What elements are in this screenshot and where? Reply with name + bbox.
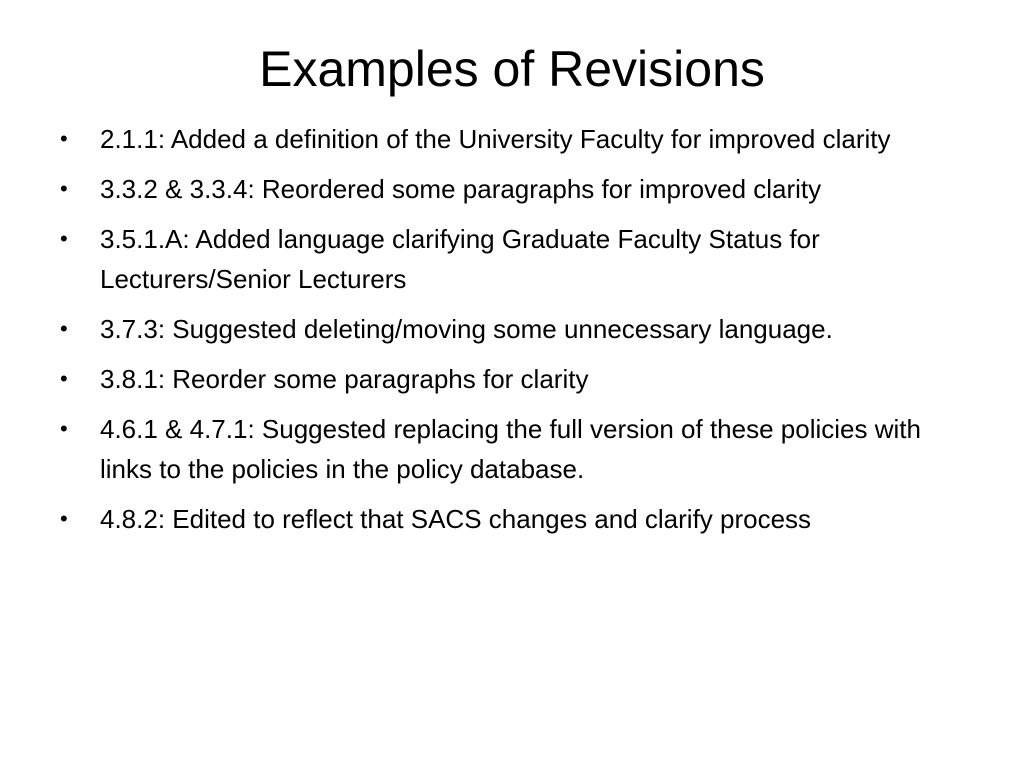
bullet-dot-icon: • — [60, 316, 68, 341]
bullet-text: 3.5.1.A: Added language clarifying Graduate Faculty Status for Lecturers/Senior Lecturers — [100, 224, 820, 294]
bullet-list — [55, 119, 975, 549]
bullet-dot-icon: • — [60, 416, 68, 441]
bullet-text: 4.8.2: Edited to reflect that SACS changes and clarify process — [100, 504, 812, 534]
bullet-text: 2.1.1: Added a definition of the University Faculty for improved clarity — [100, 124, 891, 154]
bullet-text: 4.6.1 & 4.7.1: Suggested replacing the full version of these policies with links to the policies in the policy database. — [100, 414, 921, 484]
bullet-text: 3.3.2 & 3.3.4: Reordered some paragraphs for improved clarity — [100, 174, 822, 204]
bullet-dot-icon: • — [60, 126, 68, 151]
bullet-item — [55, 119, 975, 159]
bullet-dot-icon: • — [60, 366, 68, 391]
bullet-item — [55, 219, 975, 299]
slide-title: Examples of Revisions — [259, 41, 765, 97]
bullet-item — [55, 169, 975, 209]
bullet-text: 3.7.3: Suggested deleting/moving some unnecessary language. — [100, 314, 833, 344]
bullet-text: 3.8.1: Reorder some paragraphs for clarity — [100, 364, 589, 394]
bullet-dot-icon: • — [60, 506, 68, 531]
bullet-dot-icon: • — [60, 176, 68, 201]
bullet-item — [55, 409, 975, 489]
bullet-item — [55, 309, 975, 349]
bullet-item — [55, 359, 975, 399]
bullet-dot-icon: • — [60, 226, 68, 251]
bullet-item — [55, 499, 975, 539]
